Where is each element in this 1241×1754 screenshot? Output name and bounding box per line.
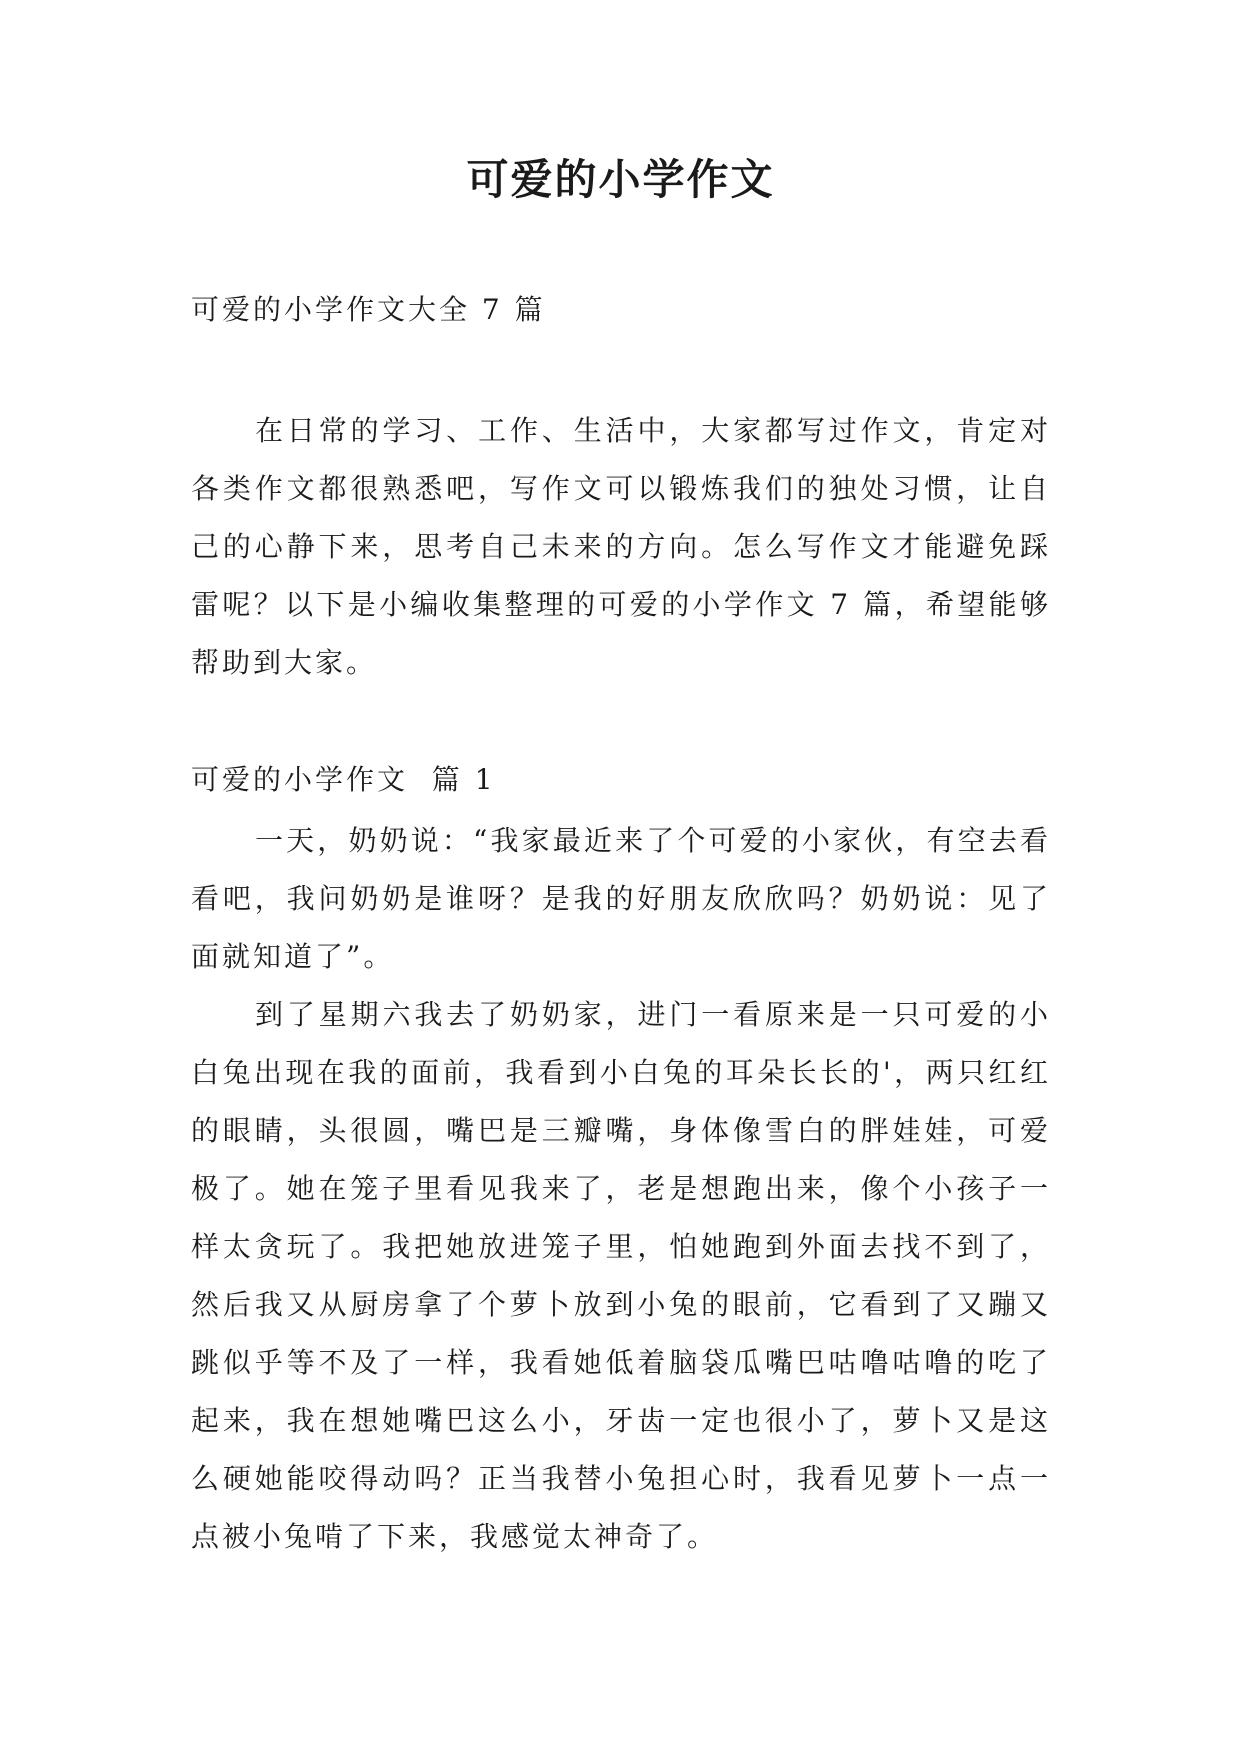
body-paragraph: 到了星期六我去了奶奶家，进门一看原来是一只可爱的小白兔出现在我的面前，我看到小白兔的耳朵长长的'，两只红红的眼睛，头很圆，嘴巴是三瓣嘴，身体像雪白的胖娃娃，可爱极了。她在笼子里看见我来了，老是想跑出来，像个小孩子一样太贪玩了。我把她放进笼子里，怕她跑到外面去找不到了，然后我又从厨房拿了个萝卜放到小兔的眼前，它看到了又蹦又跳似乎等不及了一样，我看她低着脑袋瓜嘴巴咕噜咕噜的吃了起来，我在想她嘴巴这么小，牙齿一定也很小了，萝卜又是这么硬她能咬得动吗？正当我替小兔担心时，我看见萝卜一点一点被小兔啃了下来，我感觉太神奇了。 [191,998,1051,1553]
section-body [191,812,1051,1566]
section-heading: 可爱的小学作文 篇 1 [191,763,496,796]
body-paragraph: 一天，奶奶说：“我家最近来了个可爱的小家伙，有空去看看吧，我问奶奶是谁呀？是我的好朋友欣欣吗？奶奶说：见了面就知道了”。 [191,824,1051,973]
document-title: 可爱的小学作文 [466,155,775,204]
document-subtitle: 可爱的小学作文大全 7 篇 [191,293,546,326]
intro-paragraph: 在日常的学习、工作、生活中，大家都写过作文，肯定对各类作文都很熟悉吧，写作文可以锻炼我们的独处习惯，让自己的心静下来，思考自己未来的方向。怎么写作文才能避免踩雷呢？以下是小编收集整理的可爱的小学作文 7 篇，希望能够帮助到大家。 [191,414,1051,679]
